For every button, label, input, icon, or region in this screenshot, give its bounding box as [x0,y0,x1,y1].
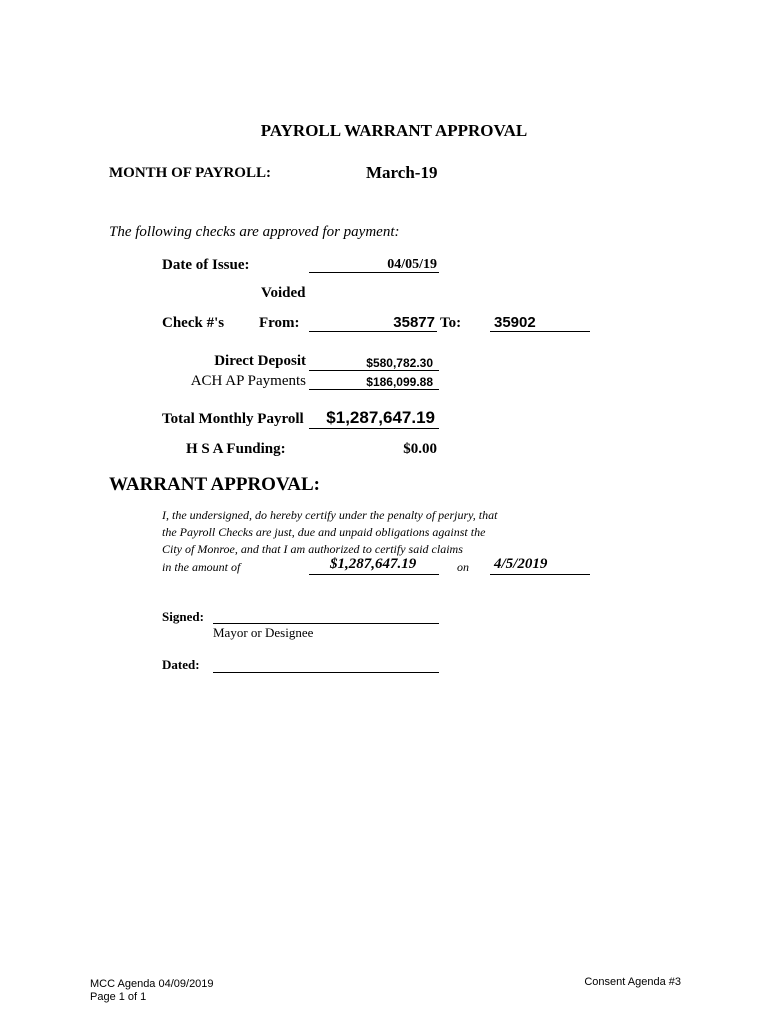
voided-label: Voided [261,285,306,301]
ach-value: $186,099.88 [366,375,433,389]
hsa-label: H S A Funding: [186,441,286,457]
check-to-label: To: [440,315,462,331]
certify-date: 4/5/2019 [494,556,548,572]
total-value: $1,287,647.19 [326,408,435,427]
intro-text: The following checks are approved for payment: [109,224,400,240]
signed-label: Signed: [162,609,204,624]
certify-line-3: City of Monroe, and that I am authorized to certify said claims [162,542,463,556]
total-underline [309,428,439,429]
signature-line [213,623,439,624]
ach-label: ACH AP Payments [190,373,306,389]
check-to-underline [490,331,590,332]
page-title: PAYROLL WARRANT APPROVAL [260,121,528,140]
check-from-value: 35877 [393,314,435,331]
total-label: Total Monthly Payroll [162,411,304,427]
certify-line-2: the Payroll Checks are just, due and unpaid obligations against the [162,525,486,539]
direct-deposit-label: Direct Deposit [214,353,306,369]
check-from-label: From: [259,315,300,331]
ach-underline [309,389,439,390]
on-label: on [457,560,469,574]
date-of-issue-underline [309,272,439,273]
footer-consent: Consent Agenda #3 [584,976,681,988]
direct-deposit-underline [309,370,439,371]
dated-line [213,672,439,673]
certify-amount: $1,287,647.19 [330,556,417,572]
footer-agenda: MCC Agenda 04/09/2019 [90,978,214,990]
dated-label: Dated: [162,657,200,672]
hsa-value: $0.00 [403,441,437,457]
check-from-underline [309,331,437,332]
date-of-issue-value: 04/05/19 [387,257,437,272]
signer-caption: Mayor or Designee [213,625,314,640]
warrant-approval-heading: WARRANT APPROVAL: [109,474,320,495]
amount-prefix: in the amount of [162,560,241,574]
check-to-value: 35902 [494,314,536,331]
footer-page: Page 1 of 1 [90,991,147,1003]
certify-amount-underline [309,574,439,575]
direct-deposit-value: $580,782.30 [366,356,433,370]
date-of-issue-label: Date of Issue: [162,257,250,273]
certify-line-1: I, the undersigned, do hereby certify under the penalty of perjury, that [162,508,498,522]
month-value: March-19 [366,163,438,182]
certify-date-underline [490,574,590,575]
check-numbers-label: Check #'s [162,315,225,331]
month-label: MONTH OF PAYROLL: [109,165,271,181]
